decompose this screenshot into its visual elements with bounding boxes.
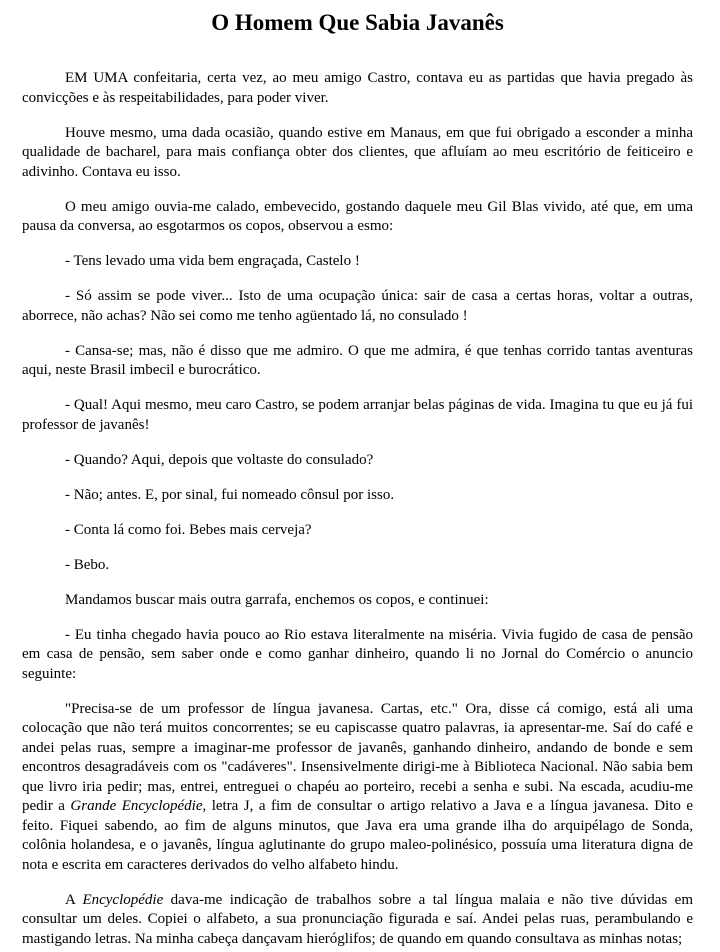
- paragraph-14-text-start: "Precisa-se de um professor de língua javanesa. Cartas, etc." Ora, disse cá comigo, está ali uma colocação que não terá muitos concorrentes; se eu capiscasse quatro palavras, ia apresentar-me. Saí do café e andei pelas ruas, sempre a imaginar-me professor de javanês, ganhando dinheiro, andando de bonde e sem encontros desagradáveis com os "cadáveres". Insensivelmente dirigi-me à Biblioteca Nacional. Não sabia bem que livro iria pedir; mas, entrei, entreguei o chapéu ao porteiro, recebi a senha e subi. Na escada, acudiu-me pedir a: [22, 700, 693, 814]
- paragraph-2: Houve mesmo, uma dada ocasião, quando estive em Manaus, em que fui obrigado a esconder a minha qualidade de bacharel, para mais confiança obter dos clientes, que afluíam ao meu escritório de feiticeiro e adivinho. Contava eu isso.: [22, 124, 693, 180]
- paragraph-4: - Tens levado uma vida bem engraçada, Castelo !: [65, 253, 360, 269]
- paragraph-11: - Bebo.: [65, 556, 110, 573]
- document-page: [22, 0, 693, 949]
- paragraph-13: - Eu tinha chegado havia pouco ao Rio estava literalmente na miséria. Vivia fugido de casa de pensão em casa de pensão, sem saber onde e como ganhar dinheiro, quando li no Jornal do Comércio o anuncio seguinte:: [22, 626, 693, 682]
- paragraph-7: - Qual! Aqui mesmo, meu caro Castro, se podem arranjar belas páginas de vida. Imagina tu que eu já fui professor de javanês!: [22, 397, 693, 433]
- paragraph-15: [22, 891, 693, 950]
- paragraph-15-text-start: A: [65, 891, 83, 908]
- document-title: O Homem Que Sabia Javanês: [211, 10, 504, 35]
- paragraph-14: [22, 700, 693, 876]
- paragraph-5: - Só assim se pode viver... Isto de uma ocupação única: sair de casa a certas horas, voltar a outras, aborrece, não achas? Não sei como me tenho agüentado lá, no consulado !: [22, 288, 693, 324]
- paragraph-14-italic-title: Grande Encyclopédie: [70, 798, 203, 814]
- paragraph-3: O meu amigo ouvia-me calado, embevecido, gostando daquele meu Gil Blas vivido, até que, em uma pausa da conversa, ao esgotarmos os copos, observou a esmo:: [22, 198, 693, 234]
- paragraph-8: - Quando? Aqui, depois que voltaste do consulado?: [65, 451, 374, 468]
- paragraph-12: Mandamos buscar mais outra garrafa, enchemos os copos, e continuei:: [65, 591, 489, 608]
- paragraph-10: - Conta lá como foi. Bebes mais cerveja?: [65, 521, 312, 538]
- paragraph-1: EM UMA confeitaria, certa vez, ao meu amigo Castro, contava eu as partidas que havia pregado às convicções e às respeitabilidades, para poder viver.: [22, 70, 693, 106]
- paragraph-6: - Cansa-se; mas, não é disso que me admiro. O que me admira, é que tenhas corrido tantas aventuras aqui, neste Brasil imbecil e burocrático.: [22, 342, 693, 378]
- paragraph-15-text-end: dava-me indicação de trabalhos sobre a tal língua malaia e não tive dúvidas em consultar um deles. Copiei o alfabeto, a sua pronunciação figurada e saí. Andei pelas ruas, perambulando e mastigando letras. Na minha cabeça dançavam hieróglifos; de quando em quando consultava as minhas notas;: [22, 891, 693, 947]
- document-body: [22, 69, 693, 949]
- paragraph-14-text-end: , letra J, a fim de consultar o artigo relativo a Java e a língua javanesa. Dito e feito. Fiquei sabendo, ao fim de alguns minutos, que Java era uma grande ilha do arquipélago de Sonda, colônia holandesa, e o javanês, língua aglutinante do grupo maleo-polinésico, possuía uma literatura digna de nota e escrita em caracteres derivados do velho alfabeto hindu.: [22, 798, 693, 873]
- paragraph-15-italic-title: Encyclopédie: [82, 891, 164, 908]
- paragraph-9: - Não; antes. E, por sinal, fui nomeado cônsul por isso.: [65, 486, 395, 503]
